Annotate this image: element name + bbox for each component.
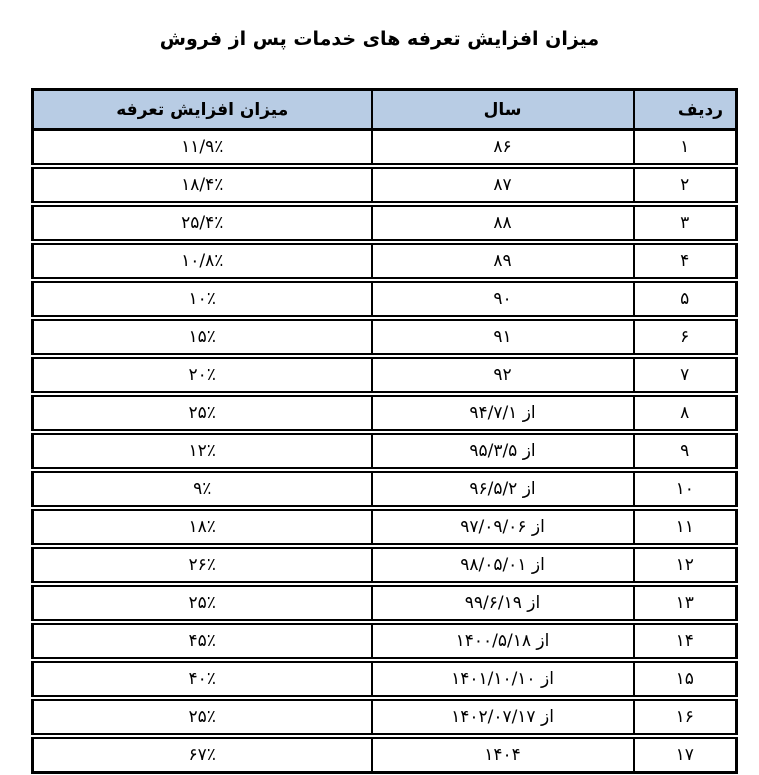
cell-year: از ۱۴۰۰/۵/۱۸ [372,622,634,660]
cell-year: از ۹۶/۵/۲ [372,470,634,508]
cell-increase: ۱۵٪ [33,318,372,356]
cell-row-number: ۲ [634,166,737,204]
cell-year: از ۹۹/۶/۱۹ [372,584,634,622]
table-row [33,508,737,546]
table-header-row [33,90,737,130]
cell-year: ۹۰ [372,280,634,318]
table-row [33,470,737,508]
cell-year: ۱۴۰۴ [372,736,634,773]
cell-increase: ۲۵٪ [33,584,372,622]
cell-year: ۹۲ [372,356,634,394]
cell-increase: ۱۸/۴٪ [33,166,372,204]
table-row [33,698,737,736]
cell-year: ۸۹ [372,242,634,280]
cell-year: از ۹۵/۳/۵ [372,432,634,470]
cell-year: از ۹۷/۰۹/۰۶ [372,508,634,546]
table-row [33,204,737,242]
cell-row-number: ۸ [634,394,737,432]
cell-increase: ۲۵٪ [33,394,372,432]
cell-year: از ۹۸/۰۵/۰۱ [372,546,634,584]
cell-row-number: ۹ [634,432,737,470]
cell-row-number: ۱۳ [634,584,737,622]
table-row [33,660,737,698]
table-row [33,242,737,280]
cell-year: از ۱۴۰۲/۰۷/۱۷ [372,698,634,736]
cell-increase: ۱۰/۸٪ [33,242,372,280]
cell-row-number: ۳ [634,204,737,242]
table-row [33,280,737,318]
cell-increase: ۱۲٪ [33,432,372,470]
cell-row-number: ۶ [634,318,737,356]
cell-row-number: ۵ [634,280,737,318]
cell-row-number: ۴ [634,242,737,280]
cell-year: از ۹۴/۷/۱ [372,394,634,432]
table-row [33,546,737,584]
cell-row-number: ۱۱ [634,508,737,546]
cell-row-number: ۱۶ [634,698,737,736]
cell-increase: ۹٪ [33,470,372,508]
table-row [33,130,737,167]
cell-row-number: ۱۷ [634,736,737,773]
cell-row-number: ۷ [634,356,737,394]
table-row [33,394,737,432]
tariff-table [31,88,738,774]
table-row [33,356,737,394]
table-row [33,622,737,660]
header-row-number: ردیف [634,90,737,130]
cell-year: ۸۸ [372,204,634,242]
cell-increase: ۲۵٪ [33,698,372,736]
header-year: سال [372,90,634,130]
cell-row-number: ۱۰ [634,470,737,508]
cell-increase: ۲۵/۴٪ [33,204,372,242]
header-increase: میزان افزایش تعرفه [33,90,372,130]
table-row [33,166,737,204]
table-row [33,584,737,622]
page-title: میزان افزایش تعرفه های خدمات پس از فروش [159,28,600,50]
table-row [33,318,737,356]
table-row [33,432,737,470]
cell-row-number: ۱ [634,130,737,167]
cell-increase: ۶۷٪ [33,736,372,773]
cell-year: ۸۶ [372,130,634,167]
cell-increase: ۲۶٪ [33,546,372,584]
cell-increase: ۱۰٪ [33,280,372,318]
cell-row-number: ۱۴ [634,622,737,660]
cell-row-number: ۱۲ [634,546,737,584]
cell-increase: ۲۰٪ [33,356,372,394]
table-row [33,736,737,773]
cell-increase: ۱۸٪ [33,508,372,546]
cell-increase: ۱۱/۹٪ [33,130,372,167]
cell-increase: ۴۵٪ [33,622,372,660]
cell-increase: ۴۰٪ [33,660,372,698]
cell-year: ۹۱ [372,318,634,356]
cell-row-number: ۱۵ [634,660,737,698]
cell-year: ۸۷ [372,166,634,204]
cell-year: از ۱۴۰۱/۱۰/۱۰ [372,660,634,698]
